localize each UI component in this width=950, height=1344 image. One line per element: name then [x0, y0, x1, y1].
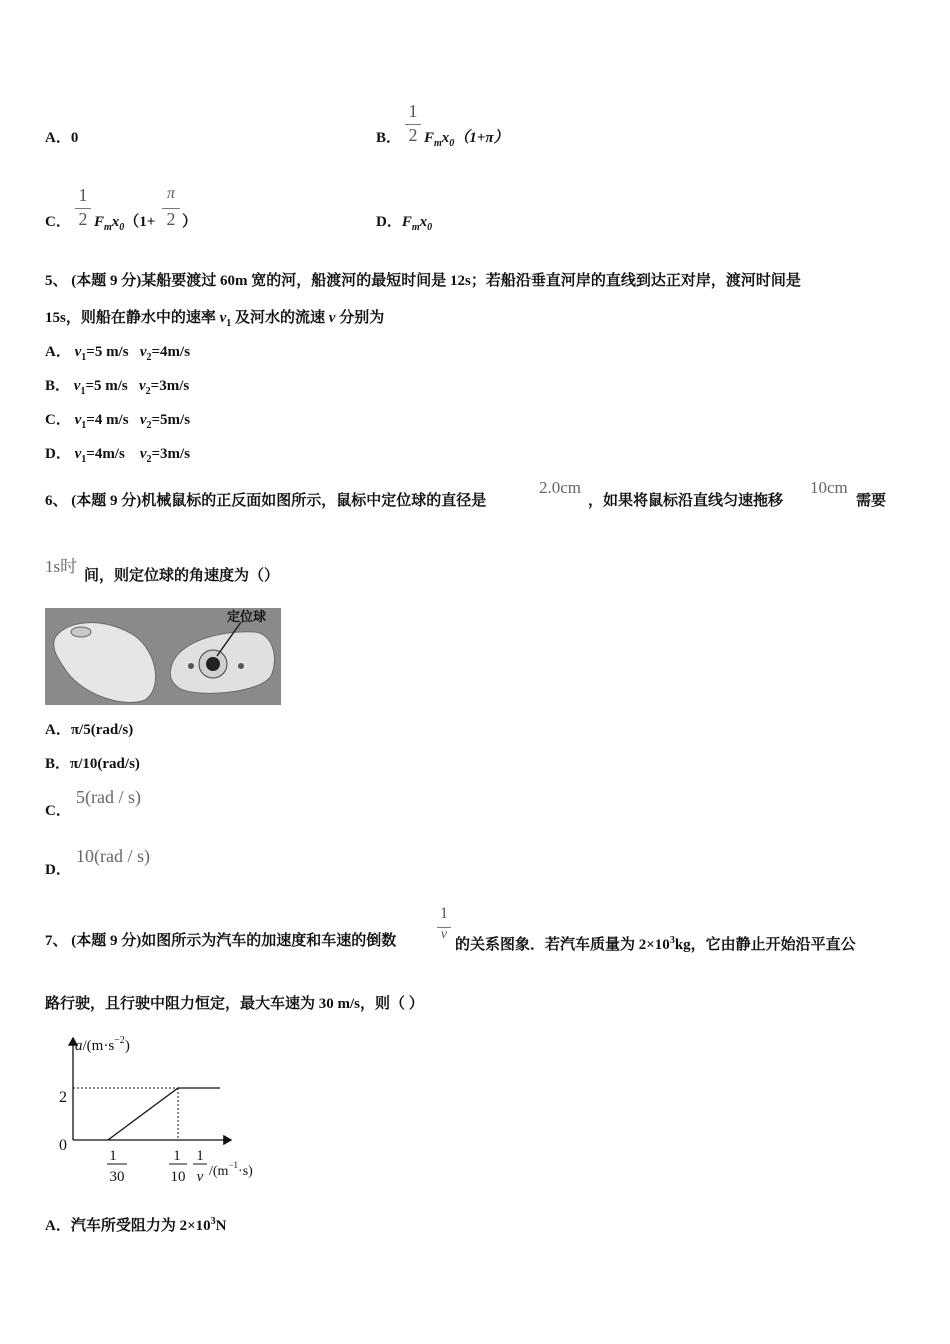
x-tick-label-1-10-den: 10	[170, 1169, 186, 1185]
q4-option-a[interactable]	[45, 128, 78, 148]
q6-option-a[interactable]: A．π/5(rad/s)	[45, 722, 134, 738]
q6-stem-line1-b: ，如果将鼠标沿直线匀速拖移	[588, 493, 784, 509]
q5-option-d[interactable]: D． $v_1=4m/s$ $v_2=3m/s$	[45, 446, 191, 465]
frac-num: 1	[408, 101, 418, 121]
x-axis-label-den: v	[196, 1169, 204, 1185]
option-text: 0	[70, 130, 79, 146]
y-tick-label-2: 2	[59, 1089, 67, 1106]
y-tick-label-0: 0	[59, 1137, 67, 1154]
x-tick-label-1-30-den: 30	[109, 1169, 125, 1185]
q5-stem-line2: 15s，则船在静水中的速率 $v_1$ 及河水的流速 v 分别为	[45, 310, 385, 329]
q6-stem-line1-c: 需要	[856, 493, 887, 509]
q5-option-b[interactable]: B． $v_1=5$ m/s $v_2=3m/s$	[45, 378, 190, 397]
q6-stem-line1-a: 6、 (本题 9 分)机械鼠标的正反面如图所示，鼠标中定位球的直径是	[45, 493, 487, 509]
frac-den: v	[440, 927, 448, 942]
q7-stem-line2: 路行驶，且行驶中阻力恒定，最大车速为 30 m/s，则（ ）	[45, 996, 424, 1012]
q5-option-c[interactable]: C． $v_1=4$ m/s $v_2=5m/s$	[45, 412, 191, 431]
fraction-one-half	[75, 185, 91, 233]
q6-option-c-label[interactable]: C．	[45, 803, 71, 819]
fraction-pi-half	[162, 185, 180, 233]
q6-stem-line2: 间，则定位球的角速度为（）	[84, 568, 280, 584]
option-text: $F_mx_0$	[401, 214, 433, 233]
frac-den: 2	[408, 125, 418, 145]
frac-num: π	[166, 185, 175, 202]
fraction-one-half	[405, 101, 421, 149]
x-axis-label-num: 1	[196, 1148, 204, 1164]
q7-option-a[interactable]: A．汽车所受阻力为 $2\times 10^3N$	[45, 1216, 227, 1234]
q4-option-c-label[interactable]	[45, 212, 71, 232]
fraction-one-over-v	[437, 905, 451, 951]
y-axis-label: $a/(m\cdot s^{-2})$	[75, 1035, 130, 1054]
q5-option-a[interactable]: A． $v_1=5$ m/s $v_2=4m/s$	[45, 344, 191, 363]
frac-den: 2	[78, 209, 88, 229]
q5-stem-line1: 5、 (本题 9 分)某船要渡过 60m 宽的河，船渡河的最短时间是 12s；若船沿垂直河岸的直线到达正对岸，渡河时间是	[45, 273, 801, 289]
q4-option-d[interactable]	[376, 212, 432, 238]
option-c-mid: （1+	[124, 214, 156, 230]
q6-option-d-text: 10(rad / s)	[76, 846, 150, 866]
option-label: B．	[376, 130, 402, 146]
frac-den: 2	[166, 209, 176, 229]
acceleration-chart	[45, 1030, 285, 1190]
q4-option-b-text: $F_mx_0(1+\pi)$	[424, 130, 509, 149]
q6-option-d-label[interactable]: D．	[45, 862, 71, 878]
x-tick-label-1-30-num: 1	[109, 1148, 117, 1164]
q6-diameter: 2.0cm	[539, 478, 582, 497]
q4-option-c-text: $F_mx_0(1+$	[94, 214, 156, 233]
option-label: D．	[376, 214, 402, 230]
frac-num: 1	[78, 185, 88, 205]
q6-option-b[interactable]: B．π/10(rad/s)	[45, 756, 140, 772]
frac-num: 1	[440, 905, 448, 922]
q6-distance: 10cm	[810, 478, 848, 497]
series-line-segment	[108, 1088, 178, 1140]
option-b-tail: （1+π）	[454, 130, 509, 146]
q6-option-c-text: 5(rad / s)	[76, 787, 141, 807]
q6-time: 1s时	[45, 557, 78, 576]
q7-stem-line1-b: 的关系图象．若汽车质量为 $2\times 10^3kg$，它由静止开始沿平直公	[455, 935, 856, 953]
q4-option-b-label[interactable]	[376, 128, 401, 148]
q4-option-c-tail: ）	[182, 214, 198, 230]
x-axis-label-unit: $/(m^{-1}\cdot s)$	[209, 1160, 253, 1179]
q7-stem-line1-a: 7、 (本题 9 分)如图所示为汽车的加速度和车速的倒数	[45, 933, 397, 949]
option-label: C．	[45, 214, 71, 230]
x-tick-label-1-10-num: 1	[173, 1148, 181, 1164]
option-label: A．	[45, 130, 71, 146]
mouse-photo	[45, 608, 281, 705]
figure-label: 定位球	[227, 610, 267, 625]
